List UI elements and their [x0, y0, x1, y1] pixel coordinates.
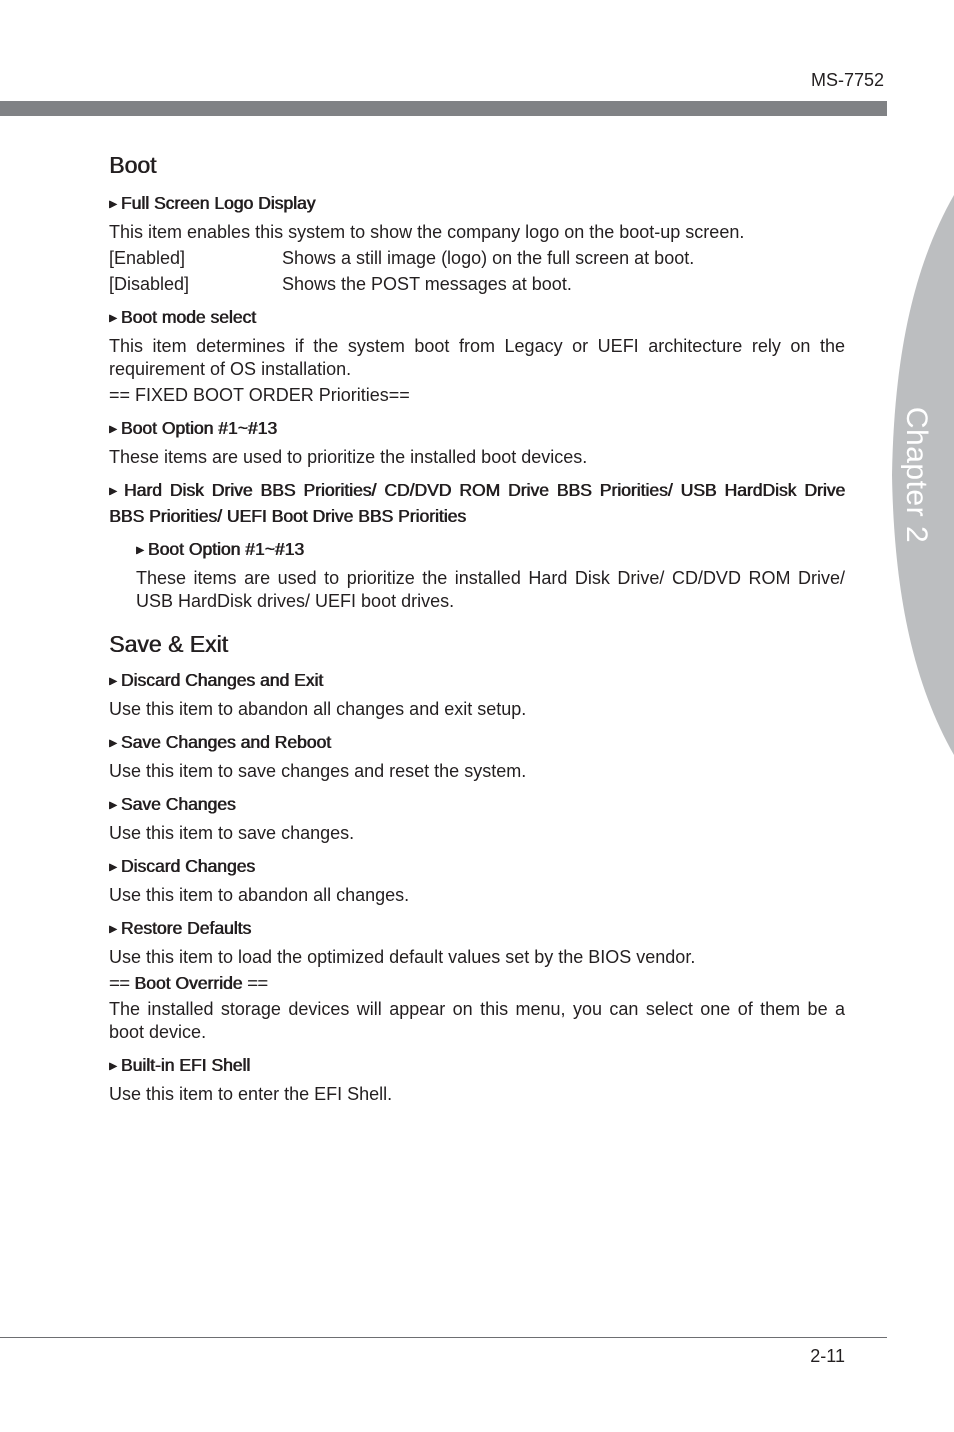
item-title-text: Full Screen Logo Display — [120, 193, 316, 213]
item-efi-shell — [109, 1054, 845, 1106]
triangle-right-icon: ▶ — [109, 424, 117, 435]
chapter-tab — [874, 195, 954, 755]
item-title-text: Hard Disk Drive BBS Priorities/ CD/DVD ROM Drive BBS Priorities/ USB HardDisk Drive BBS Priorities/ UEFI Boot Drive BBS Priorities — [109, 480, 845, 526]
item-discard-exit — [109, 669, 845, 721]
item-boot-option — [109, 417, 845, 469]
item-title — [109, 479, 845, 528]
item-title-text: Discard Changes and Exit — [120, 670, 324, 690]
item-title-text: Boot Option #1~#13 — [120, 418, 277, 438]
option-value: Shows the POST messages at boot. — [282, 274, 572, 294]
item-title-text: Restore Defaults — [120, 918, 252, 938]
item-title — [109, 731, 845, 757]
item-title — [109, 192, 845, 218]
option-value: Shows a still image (logo) on the full screen at boot. — [282, 248, 695, 268]
item-boot-override — [109, 972, 845, 1044]
chapter-label: Chapter 2 — [900, 406, 933, 544]
triangle-right-icon: ▶ — [109, 738, 117, 749]
item-desc: These items are used to prioritize the installed boot devices. — [109, 447, 588, 467]
item-desc: Use this item to enter the EFI Shell. — [109, 1084, 393, 1104]
triangle-right-icon: ▶ — [109, 676, 117, 687]
option-row — [109, 273, 845, 296]
triangle-right-icon: ▶ — [136, 545, 144, 556]
item-desc: This item determines if the system boot from Legacy or UEFI architecture rely on the requirement of OS installation. — [109, 336, 845, 379]
item-desc: Use this item to save changes. — [109, 823, 355, 843]
item-desc: Use this item to abandon all changes. — [109, 885, 410, 905]
item-desc: The installed storage devices will appear on this menu, you can select one of them be a boot device. — [109, 999, 845, 1042]
item-desc: These items are used to prioritize the installed Hard Disk Drive/ CD/DVD ROM Drive/ USB HardDisk drives/ UEFI boot drives. — [136, 568, 845, 611]
triangle-right-icon: ▶ — [109, 800, 117, 811]
main-content — [109, 150, 845, 1116]
item-save-changes — [109, 793, 845, 845]
section-title-save-exit: Save & Exit — [109, 631, 228, 657]
boot-override-title: == Boot Override == — [109, 973, 268, 993]
item-title — [109, 917, 845, 943]
item-restore-defaults — [109, 917, 845, 969]
sub-item-boot-option — [136, 538, 845, 613]
triangle-right-icon: ▶ — [109, 313, 117, 324]
triangle-right-icon: ▶ — [109, 486, 120, 497]
item-desc: Use this item to save changes and reset the system. — [109, 761, 527, 781]
item-title — [109, 1054, 845, 1080]
model-number: MS-7752 — [810, 70, 884, 90]
item-title-text: Boot Option #1~#13 — [147, 539, 304, 559]
item-save-reboot — [109, 731, 845, 783]
item-title-text: Discard Changes — [120, 856, 255, 876]
item-title — [109, 855, 845, 881]
item-bbs-priorities — [109, 479, 845, 613]
item-title-text: Save Changes and Reboot — [120, 732, 331, 752]
triangle-right-icon: ▶ — [109, 924, 117, 935]
footer-divider — [0, 1337, 887, 1338]
page-number: 2-11 — [810, 1346, 845, 1366]
item-discard-changes — [109, 855, 845, 907]
item-full-screen-logo — [109, 192, 845, 296]
item-title-text: Save Changes — [120, 794, 236, 814]
triangle-right-icon: ▶ — [109, 1061, 117, 1072]
item-title — [109, 417, 845, 443]
item-title-text: Boot mode select — [120, 307, 256, 327]
triangle-right-icon: ▶ — [109, 199, 117, 210]
section-title-boot: Boot — [109, 152, 157, 178]
item-title — [109, 669, 845, 695]
item-title-text: Built-in EFI Shell — [120, 1055, 251, 1075]
option-key: [Disabled] — [109, 274, 190, 294]
item-desc: Use this item to abandon all changes and exit setup. — [109, 699, 527, 719]
triangle-right-icon: ▶ — [109, 862, 117, 873]
item-boot-mode — [109, 306, 845, 407]
item-title — [109, 306, 845, 332]
item-desc: This item enables this system to show the company logo on the boot-up screen. — [109, 222, 745, 242]
option-row — [109, 247, 845, 270]
fixed-boot-order-note: == FIXED BOOT ORDER Priorities== — [109, 385, 410, 405]
item-title — [109, 793, 845, 819]
header-bar — [0, 101, 887, 116]
option-key: [Enabled] — [109, 248, 186, 268]
item-desc: Use this item to load the optimized default values set by the BIOS vendor. — [109, 947, 696, 967]
item-title — [136, 538, 845, 564]
